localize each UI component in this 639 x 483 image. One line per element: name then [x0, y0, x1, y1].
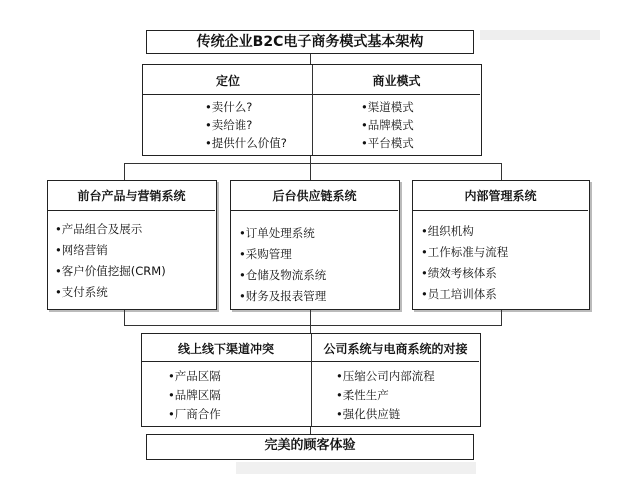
- connector-mid-center: [310, 163, 311, 180]
- business-model-list: [361, 98, 414, 152]
- list-item: •客户价值挖掘(CRM): [55, 264, 166, 278]
- footer-box: [146, 434, 474, 460]
- supply-chain-system-box: [230, 180, 400, 310]
- internal-management-box: [412, 180, 590, 310]
- list-item: •卖什么?: [205, 100, 253, 114]
- front-end-system-header: 前台产品与营销系统: [48, 181, 215, 211]
- bottom-divider: [311, 334, 312, 426]
- list-item: •提供什么价值?: [205, 136, 287, 150]
- faded-watermark: [480, 30, 600, 40]
- list-item: •品牌区隔: [168, 388, 221, 402]
- supply-chain-system-header: 后台供应链系统: [231, 181, 398, 211]
- list-item: •支付系统: [55, 285, 108, 299]
- list-item: •平台模式: [361, 136, 414, 150]
- connector-mid-left: [124, 163, 125, 180]
- channel-conflict-header: 线上线下渠道冲突: [177, 342, 274, 356]
- list-item: •厂商合作: [168, 407, 221, 421]
- faded-watermark: [236, 462, 476, 474]
- connector-mid-right: [501, 163, 502, 180]
- list-item: •压缩公司内部流程: [336, 369, 435, 383]
- business-model-header: 商业模式: [372, 74, 421, 88]
- connector-title-top: [310, 54, 311, 64]
- connector-footer: [310, 427, 311, 434]
- list-item: •渠道模式: [361, 100, 414, 114]
- internal-management-list: [421, 221, 508, 305]
- list-item: •绩效考核体系: [421, 266, 497, 280]
- bottom-section: [141, 333, 481, 427]
- list-item: •采购管理: [239, 247, 292, 261]
- internal-management-header: 内部管理系统: [413, 181, 588, 211]
- list-item: •产品区隔: [168, 369, 221, 383]
- system-integration-list: [336, 367, 435, 424]
- connector-bottom-horizontal: [124, 325, 502, 326]
- list-item: •产品组合及展示: [55, 222, 143, 236]
- connector-mid-horizontal: [124, 163, 502, 164]
- list-item: •财务及报表管理: [239, 289, 327, 303]
- connector-bottom-left: [124, 310, 125, 326]
- connector-bottom-center: [310, 310, 311, 333]
- list-item: •品牌模式: [361, 118, 414, 132]
- top-section: [142, 64, 482, 156]
- list-item: •仓储及物流系统: [239, 268, 327, 282]
- positioning-list: [205, 98, 287, 152]
- list-item: •网络营销: [55, 243, 108, 257]
- top-divider: [312, 65, 313, 155]
- connector-bottom-right: [501, 310, 502, 326]
- front-end-system-box: [47, 180, 217, 310]
- list-item: •强化供应链: [336, 407, 401, 421]
- supply-chain-system-list: [239, 223, 326, 307]
- list-item: •柔性生产: [336, 388, 389, 402]
- list-item: •组织机构: [421, 224, 474, 238]
- list-item: •卖给谁?: [205, 118, 253, 132]
- diagram-title-box: [146, 30, 474, 54]
- list-item: •工作标准与流程: [421, 245, 509, 259]
- system-integration-header: 公司系统与电商系统的对接: [323, 342, 468, 356]
- channel-conflict-list: [168, 367, 221, 424]
- diagram-title: 传统企业B2C电子商务模式基本架构: [196, 34, 424, 50]
- positioning-header: 定位: [215, 74, 240, 88]
- list-item: •员工培训体系: [421, 287, 497, 301]
- front-end-system-list: [55, 219, 166, 303]
- list-item: •订单处理系统: [239, 226, 315, 240]
- footer-text: 完美的顾客体验: [264, 438, 356, 453]
